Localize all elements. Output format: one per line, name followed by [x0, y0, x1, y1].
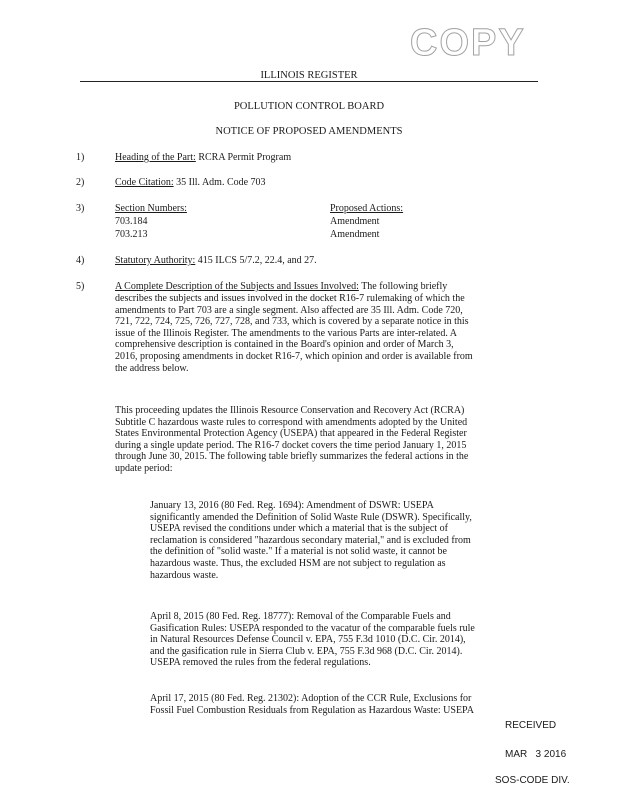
- text-line: April 17, 2015 (80 Fed. Reg. 21302): Adoption of the CCR Rule, Exclusions for: [150, 693, 472, 704]
- text-line: issue of the Illinois Register. The amendments to the various Parts are inter-related. A: [115, 327, 458, 339]
- description-paragraph: [115, 293, 545, 374]
- description-heading: [115, 281, 447, 292]
- text-line: the address below.: [115, 362, 189, 374]
- heading-of-part: [115, 152, 291, 163]
- item-value: 35 Ill. Adm. Code 703: [176, 177, 266, 188]
- text-line: reclamation is considered "hazardous secondary material," and is excluded from: [150, 534, 471, 546]
- item-number: 1): [76, 152, 85, 163]
- text-line: Fossil Fuel Combustion Residuals from Regulation as Hazardous Waste: USEPA: [150, 704, 474, 716]
- copy-stamp: COPY: [410, 22, 526, 64]
- section-number: 703.213: [115, 229, 148, 240]
- text-line: describes the subjects and issues involved in the docket R16-7 rulemaking of which the: [115, 293, 465, 304]
- item-label: A Complete Description of the Subjects and Issues Involved:: [115, 281, 359, 292]
- register-title: ILLINOIS REGISTER: [260, 70, 358, 81]
- item-label: Code Citation:: [115, 177, 174, 188]
- text-line: 2016, proposing amendments in docket R16-7, which opinion and order is available from: [115, 350, 473, 362]
- text-line: comprehensive description is contained in the Board's opinion and order of March 3,: [115, 339, 454, 351]
- section-number: 703.184: [115, 216, 148, 227]
- received-stamp-date: MAR 3 2016: [505, 749, 567, 760]
- received-stamp-office: SOS-CODE DIV.: [495, 775, 570, 786]
- text-line: States Environmental Protection Agency (USEPA) that appeared in the Federal Register: [115, 428, 467, 440]
- text-line: This proceeding updates the Illinois Resource Conservation and Recovery Act (RCRA): [115, 405, 465, 416]
- text-line: Gasification Rules: USEPA responded to the vacatur of the comparable fuels rule: [150, 622, 475, 634]
- received-stamp-label: RECEIVED: [505, 720, 557, 731]
- federal-action-jan-13: [150, 500, 550, 581]
- federal-action-apr-17: [150, 693, 550, 716]
- text-line: update period:: [115, 462, 173, 474]
- text-line: and the gasification rule in Sierra Club v. EPA, 755 F.3d 968 (D.C. Cir. 2014).: [150, 645, 463, 657]
- proposed-action: Amendment: [330, 229, 380, 240]
- text-line: amendments to Part 703 are a single segment. Also affected are 35 Ill. Adm. Code 720,: [115, 304, 463, 316]
- text-line: the definition of "solid waste." If a material is not solid waste, it cannot be: [150, 546, 447, 558]
- text-line: hazardous waste. Thus, the excluded HSM are not subject to regulation as: [150, 557, 446, 569]
- text-line: January 13, 2016 (80 Fed. Reg. 1694): Amendment of DSWR: USEPA: [150, 500, 434, 511]
- text-line: during a single update period. The R16-7 docket covers the time period January 1, 2015: [115, 439, 467, 451]
- item-value: RCRA Permit Program: [198, 152, 292, 163]
- text-line: USEPA removed the rules from the federal regulations.: [150, 657, 371, 669]
- section-numbers-header: Section Numbers:: [115, 203, 187, 214]
- text-line: April 8, 2015 (80 Fed. Reg. 18777): Removal of the Comparable Fuels and: [150, 611, 451, 622]
- text-line: in Natural Resources Defense Council v. EPA, 755 F.3d 1010 (D.C. Cir. 2014),: [150, 634, 466, 646]
- item-number: 4): [76, 255, 85, 266]
- statutory-authority: [115, 255, 317, 266]
- proposed-actions-header: Proposed Actions:: [330, 203, 404, 214]
- item-value: The following briefly: [361, 281, 448, 292]
- text-line: hazardous waste.: [150, 569, 219, 581]
- board-title: POLLUTION CONTROL BOARD: [233, 101, 385, 112]
- proceeding-paragraph: [115, 405, 545, 475]
- text-line: through June 30, 2015. The following table briefly summarizes the federal actions in the: [115, 451, 469, 463]
- text-line: Subtitle C hazardous waste rules to correspond with amendments adopted by the United: [115, 416, 468, 428]
- item-number: 2): [76, 177, 85, 188]
- text-line: USEPA revised the conditions under which a material that is the subject of: [150, 523, 448, 535]
- text-line: 721, 722, 724, 725, 726, 727, 728, and 733, which is covered by a separate notice in this: [115, 316, 469, 328]
- item-number: 3): [76, 203, 85, 214]
- item-number: 5): [76, 281, 85, 292]
- text-line: significantly amended the Definition of Solid Waste Rule (DSWR). Specifically,: [150, 511, 472, 523]
- code-citation: [115, 177, 266, 188]
- header-rule: [80, 81, 538, 82]
- notice-title: NOTICE OF PROPOSED AMENDMENTS: [215, 126, 403, 137]
- proposed-action: Amendment: [330, 216, 380, 227]
- item-label: Statutory Authority:: [115, 255, 196, 266]
- item-label: Heading of the Part:: [115, 152, 196, 163]
- item-value: 415 ILCS 5/7.2, 22.4, and 27.: [197, 255, 317, 266]
- federal-action-apr-8: [150, 611, 550, 669]
